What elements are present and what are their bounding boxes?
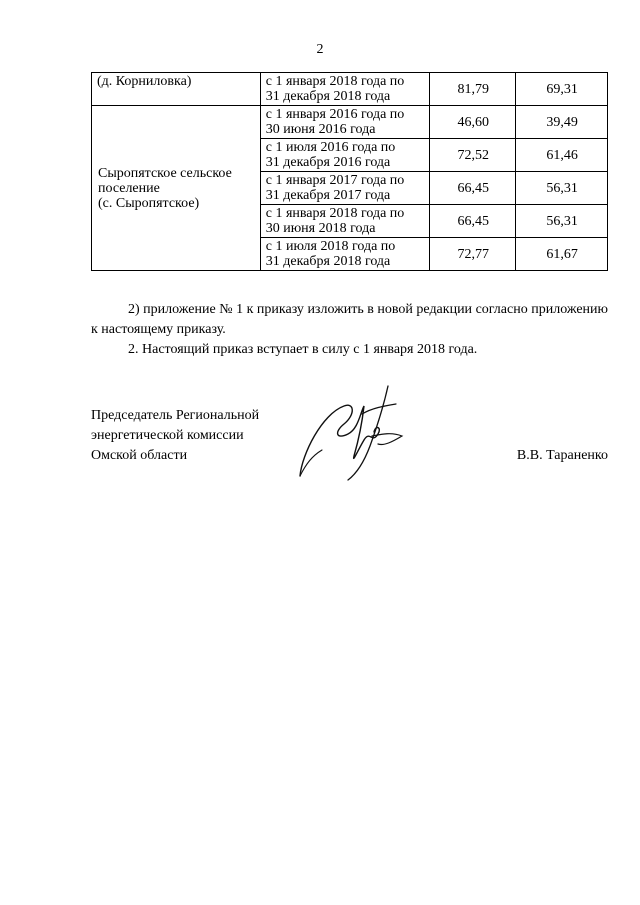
value2-cell: 61,46 [516,139,608,172]
tariff-table [91,72,608,271]
settlement-line: Сыропятское сельское [98,166,232,181]
period-end: 31 декабря 2018 года [265,89,391,104]
value2-cell: 61,67 [516,238,608,271]
page-number: 2 [316,42,324,57]
period-end: 31 декабря 2017 года [265,188,391,203]
period-start: с 1 июля 2016 года по [265,140,396,155]
handwritten-signature [292,384,412,484]
settlement-merged-cell [92,106,261,271]
value1-cell: 81,79 [430,73,516,106]
effective-date-paragraph: 2. Настоящий приказ вступает в силу с 1 января 2018 года. [128,342,478,357]
value1-cell: 66,45 [430,172,516,205]
period-start: с 1 января 2017 года по [265,173,405,188]
signatory-title-line: Председатель Региональной [91,408,260,423]
period-cell [260,205,430,238]
value2-cell: 56,31 [516,172,608,205]
period-end: 30 июня 2018 года [265,221,376,236]
period-start: с 1 января 2018 года по [265,74,405,89]
value1-cell: 66,45 [430,205,516,238]
period-cell [260,139,430,172]
amendment-paragraph: 2) приложение № 1 к приказу изложить в новой редакции согласно приложению к настоящему приказу. [91,302,608,337]
period-end: 31 декабря 2018 года [265,254,391,269]
signatory-name: В.В. Тараненко [516,448,608,463]
signatory-title [91,406,259,466]
settlement-cell: (д. Корниловка) [92,73,261,106]
value1-cell: 46,60 [430,106,516,139]
period-cell [260,106,430,139]
period-end: 30 июня 2016 года [265,122,376,137]
value2-cell: 39,49 [516,106,608,139]
table-row [92,106,608,139]
value1-cell: 72,77 [430,238,516,271]
period-cell [260,73,430,106]
value2-cell: 69,31 [516,73,608,106]
settlement-line: поселение [98,181,160,196]
settlement-line: (с. Сыропятское) [98,196,200,211]
period-start: с 1 января 2018 года по [265,206,405,221]
period-cell [260,172,430,205]
table-row [92,73,608,106]
period-start: с 1 января 2016 года по [265,107,405,122]
signatory-title-line: энергетической комиссии [91,428,244,443]
value1-cell: 72,52 [430,139,516,172]
signatory-title-line: Омской области [91,448,188,463]
value2-cell: 56,31 [516,205,608,238]
period-start: с 1 июля 2018 года по [265,239,396,254]
period-end: 31 декабря 2016 года [265,155,391,170]
period-cell [260,238,430,271]
